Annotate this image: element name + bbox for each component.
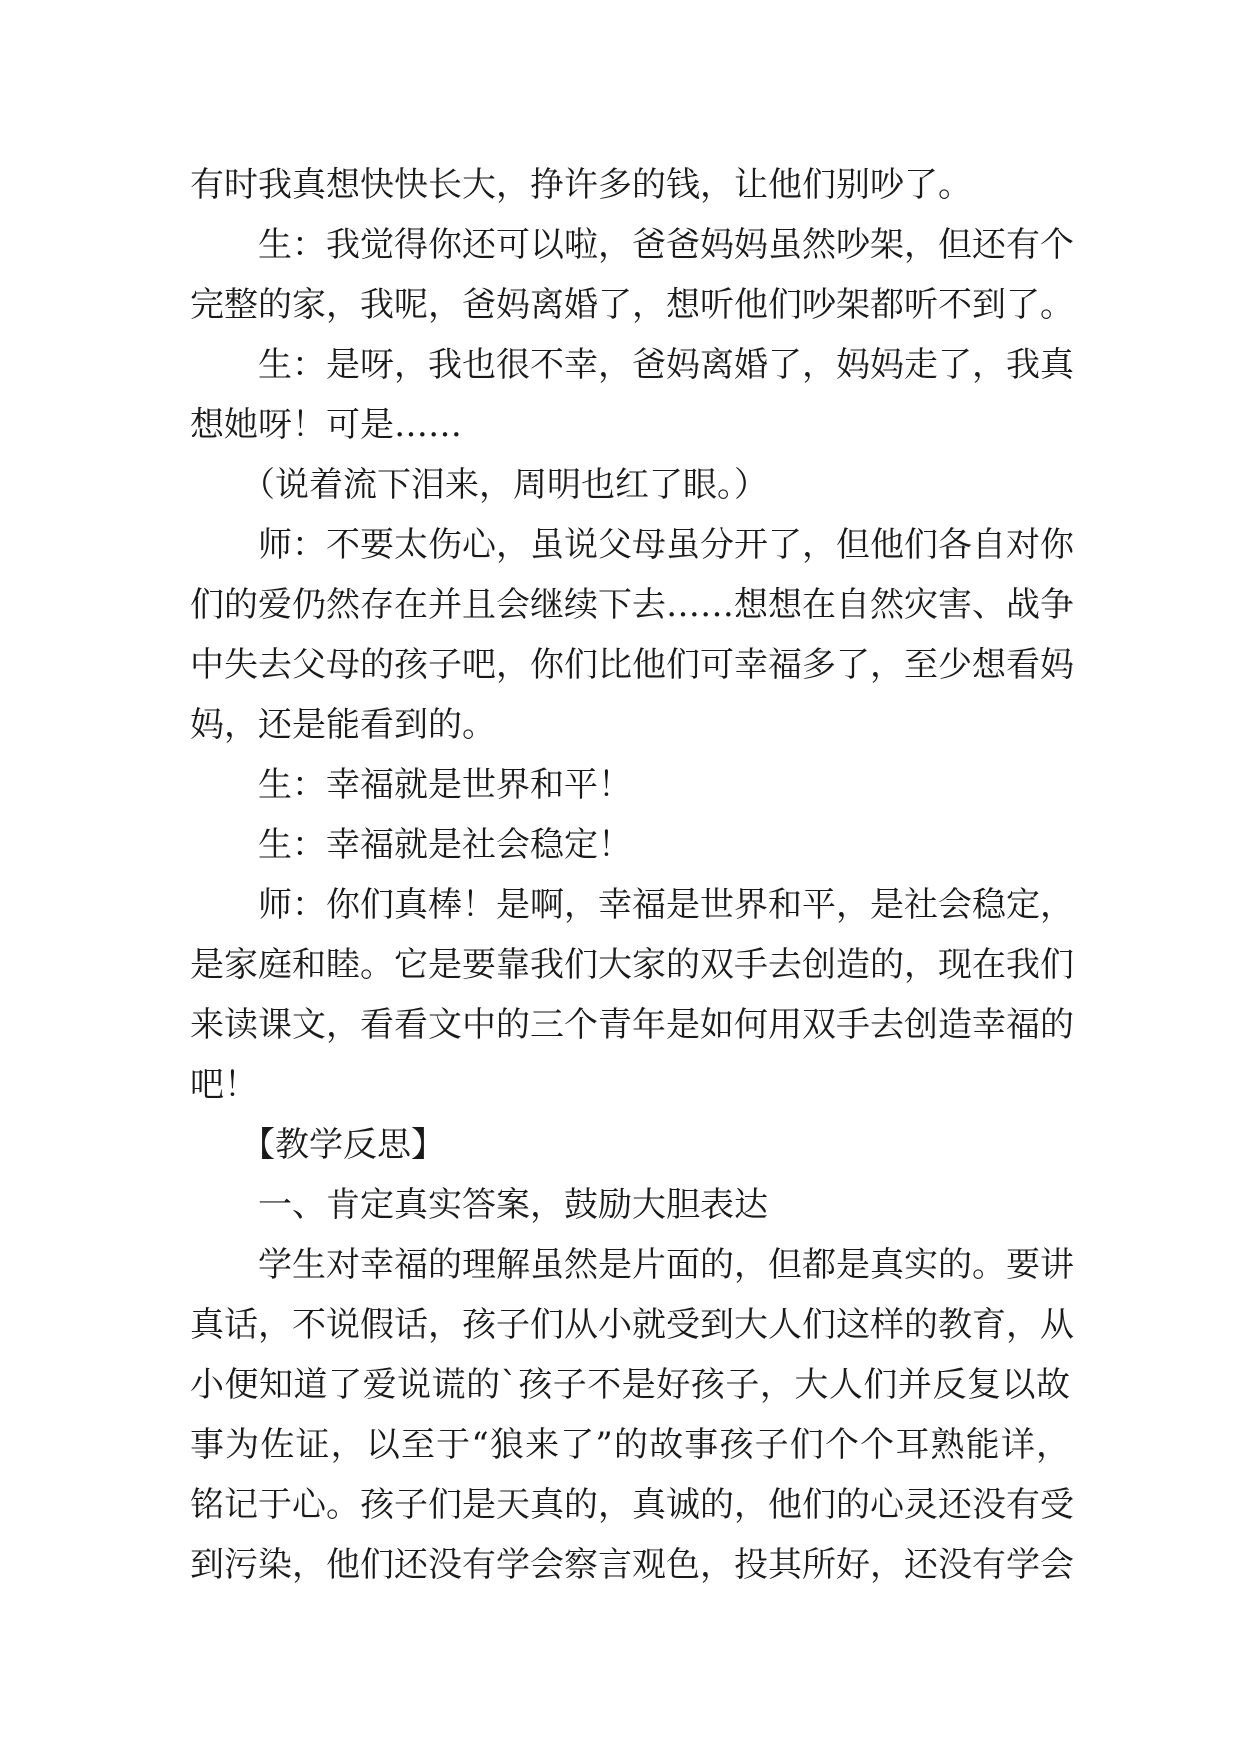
text-line: 真话，不说假话，孩子们从小就受到大人们这样的教育，从 (190, 1305, 1074, 1345)
text-line: （说着流下泪来，周明也红了眼。） (190, 465, 768, 505)
text-line: 是家庭和睦。它是要靠我们大家的双手去创造的，现在我们 (190, 945, 1074, 985)
paragraph-7 (190, 815, 1070, 875)
text-line: 到污染，他们还没有学会察言观色，投其所好，还没有学会 (190, 1545, 1074, 1585)
paragraph-5 (190, 515, 1074, 755)
text-line: 吧！ (190, 1065, 258, 1105)
text-line: 生：是呀，我也很不幸，爸妈离婚了，妈妈走了，我真 (190, 345, 1074, 385)
text-line: 生：幸福就是世界和平！ (190, 765, 632, 805)
text-line: 们的爱仍然存在并且会继续下去……想想在自然灾害、战争 (190, 585, 1074, 625)
text-line: 事为佐证，以至于“狼来了”的故事孩子们个个耳熟能详， (190, 1425, 1070, 1465)
paragraph-6 (190, 755, 1070, 815)
subsection-heading (190, 1175, 1070, 1235)
paragraph-3 (190, 335, 1074, 455)
text-line: 有时我真想快快长大，挣许多的钱，让他们别吵了。 (190, 165, 972, 205)
paragraph-1 (190, 155, 1070, 215)
text-line: 生：我觉得你还可以啦，爸爸妈妈虽然吵架，但还有个 (190, 225, 1074, 265)
paragraph-11 (190, 1235, 1074, 1595)
text-line: 完整的家，我呢，爸妈离婚了，想听他们吵架都听不到了。 (190, 285, 1074, 325)
paragraph-4 (190, 455, 1070, 515)
text-line: 生：幸福就是社会稳定！ (190, 825, 632, 865)
section-heading (190, 1115, 1070, 1175)
subheading-text: 一、肯定真实答案，鼓励大胆表达 (190, 1185, 768, 1225)
text-line: 妈，还是能看到的。 (190, 705, 496, 745)
text-line: 师：你们真棒！是啊，幸福是世界和平，是社会稳定， (190, 885, 1074, 925)
text-line: 小便知道了爱说谎的`孩子不是好孩子，大人们并反复以故 (190, 1365, 1070, 1405)
heading-text: 【教学反思】 (190, 1125, 445, 1165)
text-line: 来读课文，看看文中的三个青年是如何用双手去创造幸福的 (190, 1005, 1074, 1045)
text-line: 师：不要太伤心，虽说父母虽分开了，但他们各自对你 (190, 525, 1074, 565)
text-line: 铭记于心。孩子们是天真的，真诚的，他们的心灵还没有受 (190, 1485, 1074, 1525)
text-line: 中失去父母的孩子吧，你们比他们可幸福多了，至少想看妈 (190, 645, 1074, 685)
text-line: 学生对幸福的理解虽然是片面的，但都是真实的。要讲 (190, 1245, 1074, 1285)
paragraph-8 (190, 875, 1074, 1115)
text-line: 想她呀！可是…… (190, 405, 462, 445)
paragraph-2 (190, 215, 1074, 335)
document-body (190, 155, 1074, 1595)
